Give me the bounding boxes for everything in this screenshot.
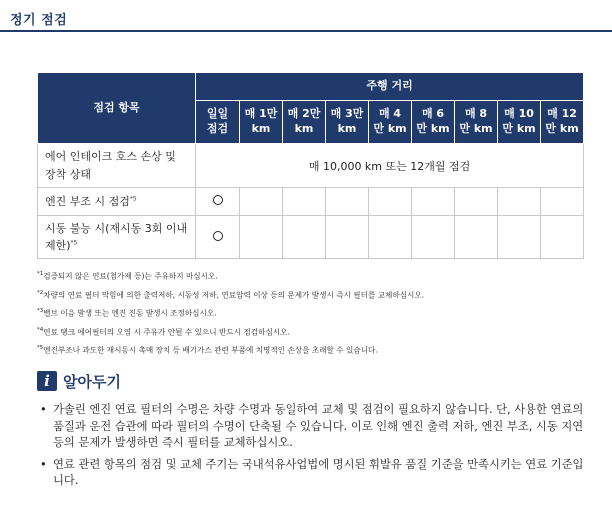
reference-heading: [37, 370, 121, 392]
check-cell: [196, 216, 240, 259]
interval-header-80k: 매 8 만 km: [455, 101, 498, 144]
interval-span-text: 매 10,000 km 또는 12개월 점검: [196, 144, 584, 188]
interval-header-30k: 매 3만 km: [326, 101, 369, 144]
item-column-header: 점검 항목: [38, 73, 196, 144]
interval-header-20k: 매 2만 km: [283, 101, 326, 144]
bullet-icon: •: [40, 403, 47, 416]
footnote: $^{*1}$검증되지 않은 연료(첨가제 등)는 주유하지 마십시오.: [37, 271, 218, 281]
list-item: • 가솔린 엔진 연료 필터의 수명은 차량 수명과 동일하여 교체 및 점검이 필요하지 않습니다. 단, 사용한 연료의 품질과 운전 습관에 따라 필터의 수명이 단축될 수 있습니다. 이로 인해 엔진 출력 저하, 엔진 부조, 시동 지연 등의 문제가 발생하면 즉시 필터를 교체하십시오.: [40, 403, 584, 449]
footnote: $^{*5}$엔진부조나 과도한 재시동시 촉매 장치 등 배기가스 관련 부품에 치명적인 손상을 초래할 수 있습니다.: [37, 345, 378, 355]
list-item: • 연료 관련 항목의 점검 및 교체 주기는 국내석유사업법에 명시된 휘발유 품질 기준을 만족시키는 연료 기준입니다.: [40, 457, 584, 487]
table-row: [38, 188, 584, 216]
interval-header-100k: 매 10 만 km: [498, 101, 541, 144]
footnote-mark: *5: [70, 239, 78, 247]
row-label-cell: [38, 188, 196, 216]
table-row: [38, 216, 584, 259]
check-cell: [196, 188, 240, 216]
interval-header-10k: 매 1만 km: [240, 101, 283, 144]
footnote: $^{*3}$밸브 이음 발생 또는 엔진 진동 발생시 조정하십시오.: [37, 308, 217, 318]
interval-header-120k: 매 12 만 km: [541, 101, 584, 144]
check-circle-icon: [213, 195, 223, 205]
row-label: 에어 인테이크 호스 손상 및 장착 상태: [38, 144, 196, 188]
reference-list: [40, 402, 585, 495]
maintenance-schedule-table: [37, 72, 584, 259]
distance-group-header: 주행 거리: [196, 73, 584, 101]
footnote: $^{*4}$연료 탱크 에어필터의 오염 시 주유가 안될 수 있으니 반드시 점검하십시오.: [37, 326, 290, 337]
row-label: 엔진 부조 시 점검: [45, 194, 130, 208]
section-divider: [0, 30, 612, 32]
footnote: $^{*2}$차량의 연료 필터 막힘에 의한 출력저하, 시동성 저하, 연료압력 이상 등의 문제가 발생시 즉시 필터를 교체하십시오.: [37, 289, 425, 300]
table-row: [38, 144, 584, 188]
interval-header-40k: 매 4 만 km: [369, 101, 412, 144]
row-label-cell: [38, 216, 196, 259]
interval-header-daily: 일일 점검: [196, 101, 240, 144]
reference-title: 알아두기: [63, 372, 121, 391]
interval-header-60k: 매 6 만 km: [412, 101, 455, 144]
footnotes: [37, 266, 597, 359]
row-label: 시동 불능 시(재시동 3회 이내 제한): [45, 221, 188, 252]
bullet-icon: •: [40, 457, 47, 471]
check-circle-icon: [213, 231, 223, 241]
footnote-mark: *5: [129, 195, 137, 203]
info-icon: i: [37, 371, 57, 391]
section-title: 정기 점검: [10, 13, 68, 28]
